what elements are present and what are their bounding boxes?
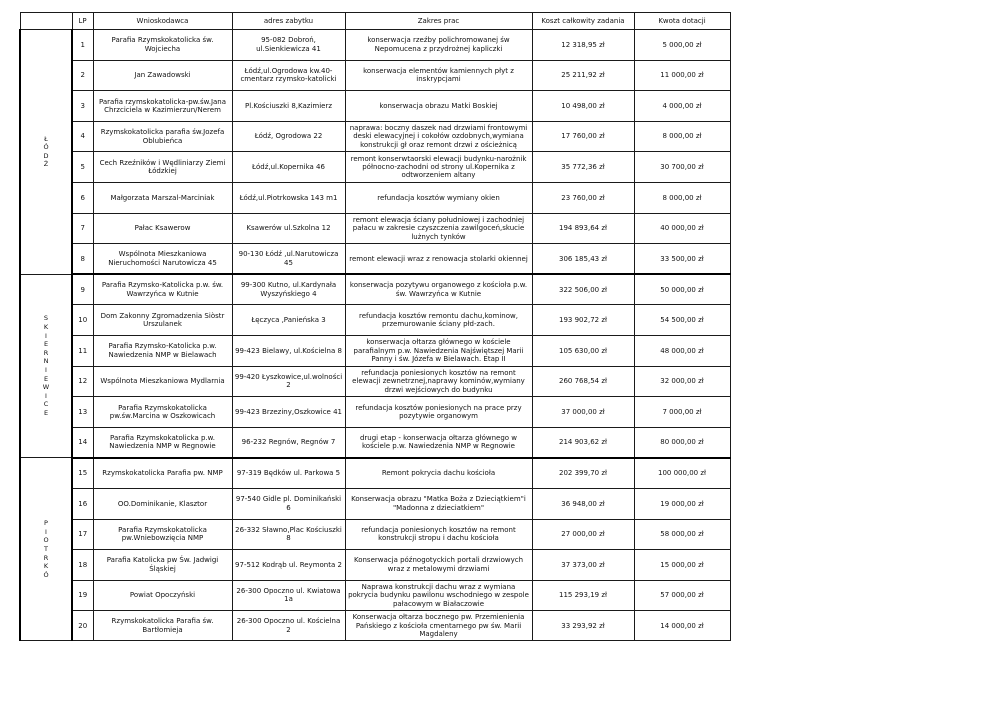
row-address: Ksawerów ul.Szkolna 12 bbox=[232, 213, 345, 244]
row-total-cost: 105 630,00 zł bbox=[532, 335, 634, 366]
row-applicant: Rzymskokatolicka Parafia pw. NMP bbox=[93, 458, 232, 489]
table-row bbox=[20, 397, 730, 428]
row-grant-amount: 4 000,00 zł bbox=[634, 91, 730, 122]
row-applicant: Cech Rzeźników i Wędliniarzy Ziemi Łódzkiej bbox=[93, 152, 232, 183]
table-row bbox=[20, 152, 730, 183]
row-lp: 18 bbox=[72, 550, 93, 581]
row-lp: 5 bbox=[72, 152, 93, 183]
row-scope: konserwacja obrazu Matki Boskiej bbox=[345, 91, 532, 122]
row-grant-amount: 15 000,00 zł bbox=[634, 550, 730, 581]
row-applicant: Rzymskokatolicka Parafia św. Bartłomieja bbox=[93, 611, 232, 641]
row-lp: 13 bbox=[72, 397, 93, 428]
row-address: 97-512 Kodrąb ul. Reymonta 2 bbox=[232, 550, 345, 581]
row-applicant: Parafia Rzymsko-Katolicka p.w. Nawiedzenia NMP w Bielawach bbox=[93, 335, 232, 366]
region-letter: C bbox=[43, 400, 49, 409]
row-applicant: Parafia Rzymskokatolicka pw.Wniebowzięcia NMP bbox=[93, 519, 232, 550]
row-scope: drugi etap - konserwacja ołtarza głównego w kościele p.w. Nawiedzenia NMP w Regnowie bbox=[345, 427, 532, 458]
region-letter: Ó bbox=[43, 570, 49, 579]
grant-table bbox=[19, 12, 731, 641]
row-applicant: Parafia Rzymskokatolicka p.w. Nawiedzenia NMP w Regnowie bbox=[93, 427, 232, 458]
table-row bbox=[20, 30, 730, 61]
region-header bbox=[20, 13, 72, 30]
row-lp: 11 bbox=[72, 335, 93, 366]
row-applicant: Małgorzata Marszal-Marciniak bbox=[93, 182, 232, 213]
region-label bbox=[20, 30, 72, 275]
row-scope: refundacja kosztów remontu dachu,kominow, przemurowanie ściany płd-zach. bbox=[345, 305, 532, 336]
row-scope: remont elewacja ściany południowej i zachodniej pałacu w zakresie czyszczenia zawilgoceń,skucie lużnych tynków bbox=[345, 213, 532, 244]
row-address: 26-300 Opoczno ul. Kwiatowa 1a bbox=[232, 580, 345, 611]
row-address: 90-130 Łódź ,ul.Narutowicza 45 bbox=[232, 244, 345, 275]
row-total-cost: 322 506,00 zł bbox=[532, 274, 634, 305]
row-applicant: Rzymskokatolicka parafia św.Jozefa Oblubieńca bbox=[93, 121, 232, 152]
region-letter: P bbox=[44, 519, 48, 528]
row-grant-amount: 8 000,00 zł bbox=[634, 121, 730, 152]
row-applicant: Powiat Opoczyński bbox=[93, 580, 232, 611]
row-lp: 12 bbox=[72, 366, 93, 397]
header-scope: Zakres prac bbox=[345, 13, 532, 30]
row-total-cost: 25 211,92 zł bbox=[532, 60, 634, 91]
header-row bbox=[20, 13, 730, 30]
region-letter: E bbox=[43, 409, 49, 417]
row-address: 97-540 Gidle pl. Dominikański 6 bbox=[232, 488, 345, 519]
row-applicant: Parafia Rzymskokatolicka pw.św.Marcina w Oszkowicach bbox=[93, 397, 232, 428]
row-address: 96-232 Regnów, Regnów 7 bbox=[232, 427, 345, 458]
row-scope: konserwacja rzeźby polichromowanej św Nepomucena z przydrożnej kapliczki bbox=[345, 30, 532, 61]
row-total-cost: 23 760,00 zł bbox=[532, 182, 634, 213]
header-grant-amount: Kwota dotacji bbox=[634, 13, 730, 30]
row-lp: 3 bbox=[72, 91, 93, 122]
row-grant-amount: 58 000,00 zł bbox=[634, 519, 730, 550]
row-grant-amount: 54 500,00 zł bbox=[634, 305, 730, 336]
row-lp: 6 bbox=[72, 182, 93, 213]
row-address: 26-332 Sławno,Plac Kościuszki 8 bbox=[232, 519, 345, 550]
row-lp: 17 bbox=[72, 519, 93, 550]
table-row bbox=[20, 458, 730, 489]
region-letter: I bbox=[45, 391, 47, 400]
row-scope: naprawa: boczny daszek nad drzwiami frontowymi deski elewacyjnej i cokołów ozdobnych,wymiana konstrukcji gł oraz remont drzwi z ościeżnicą bbox=[345, 121, 532, 152]
row-address: Łódź, Ogrodowa 22 bbox=[232, 121, 345, 152]
row-lp: 4 bbox=[72, 121, 93, 152]
table-row bbox=[20, 91, 730, 122]
table-row bbox=[20, 305, 730, 336]
row-scope: refundacja kosztów poniesionych na prace przy pozytywie organowym bbox=[345, 397, 532, 428]
region-label bbox=[20, 274, 72, 458]
region-letter: Ó bbox=[43, 143, 49, 152]
row-address: Łęczyca ,Panieńska 3 bbox=[232, 305, 345, 336]
region-letter: Ź bbox=[43, 160, 49, 169]
table-row bbox=[20, 244, 730, 275]
row-address: Łódź,ul.Ogrodowa kw.40-cmentarz rzymsko-katolicki bbox=[232, 60, 345, 91]
table-row bbox=[20, 580, 730, 611]
header-address: adres zabytku bbox=[232, 13, 345, 30]
row-lp: 10 bbox=[72, 305, 93, 336]
table-row bbox=[20, 182, 730, 213]
row-total-cost: 27 000,00 zł bbox=[532, 519, 634, 550]
table-row bbox=[20, 611, 730, 641]
row-grant-amount: 14 000,00 zł bbox=[634, 611, 730, 641]
row-address: 99-423 Bielawy, ul.Kościelna 8 bbox=[232, 335, 345, 366]
row-grant-amount: 19 000,00 zł bbox=[634, 488, 730, 519]
row-grant-amount: 48 000,00 zł bbox=[634, 335, 730, 366]
header-total-cost: Koszt całkowity zadania bbox=[532, 13, 634, 30]
row-total-cost: 37 000,00 zł bbox=[532, 397, 634, 428]
row-grant-amount: 5 000,00 zł bbox=[634, 30, 730, 61]
row-applicant: Dom Zakonny Zgromadzenia Siòstr Urszulanek bbox=[93, 305, 232, 336]
row-scope: konserwacja ołtarza głównego w kościele parafialnym p.w. Nawiedzenia Najświętszej Marii Panny i św. Józefa w Bielawach. Etap II bbox=[345, 335, 532, 366]
row-total-cost: 194 893,64 zł bbox=[532, 213, 634, 244]
table-row bbox=[20, 427, 730, 458]
row-scope: Remont pokrycia dachu kościoła bbox=[345, 458, 532, 489]
row-scope: Naprawa konstrukcji dachu wraz z wymiana pokrycia budynku pawilonu wschodniego w zespole pałacowym w Białaczowie bbox=[345, 580, 532, 611]
row-applicant: Parafia rzymskokatolicka-pw.św.Jana Chrzciciela w Kazimierzun/Nerem bbox=[93, 91, 232, 122]
row-grant-amount: 50 000,00 zł bbox=[634, 274, 730, 305]
row-address: 99-300 Kutno, ul.Kardynała Wyszyńskiego 4 bbox=[232, 274, 345, 305]
row-grant-amount: 57 000,00 zł bbox=[634, 580, 730, 611]
row-applicant: Parafia Katolicka pw Św. Jadwigi Śląskiej bbox=[93, 550, 232, 581]
row-total-cost: 37 373,00 zł bbox=[532, 550, 634, 581]
row-scope: konserwacja pozytywu organowego z kościoła p.w. św. Wawrzyńca w Kutnie bbox=[345, 274, 532, 305]
table-row bbox=[20, 488, 730, 519]
row-applicant: Wspólnota Mieszkaniowa Mydlarnia bbox=[93, 366, 232, 397]
row-address: 99-420 Łyszkowice,ul.wolności 2 bbox=[232, 366, 345, 397]
region-letter: W bbox=[42, 383, 50, 392]
row-lp: 8 bbox=[72, 244, 93, 275]
row-applicant: Parafia Rzymsko-Katolicka p.w. św. Wawrzyńca w Kutnie bbox=[93, 274, 232, 305]
row-total-cost: 214 903,62 zł bbox=[532, 427, 634, 458]
row-applicant: Parafia Rzymskokatolicka św. Wojciecha bbox=[93, 30, 232, 61]
row-total-cost: 33 293,92 zł bbox=[532, 611, 634, 641]
row-applicant: OO.Dominikanie, Klasztor bbox=[93, 488, 232, 519]
row-total-cost: 17 760,00 zł bbox=[532, 121, 634, 152]
row-lp: 1 bbox=[72, 30, 93, 61]
row-lp: 16 bbox=[72, 488, 93, 519]
header-lp: LP bbox=[72, 13, 93, 30]
region-letter: D bbox=[43, 151, 49, 160]
row-scope: remont elewacji wraz z renowacja stolarki okiennej bbox=[345, 244, 532, 275]
region-letter: I bbox=[45, 366, 47, 375]
row-total-cost: 260 768,54 zł bbox=[532, 366, 634, 397]
row-scope: remont konserwtaorski elewacji budynku-narożnik północno-zachodni od strony ul.Kopernika z odtworzeniem altany bbox=[345, 152, 532, 183]
region-letter: N bbox=[43, 357, 49, 366]
row-applicant: Jan Zawadowski bbox=[93, 60, 232, 91]
row-scope: refundacja poniesionych kosztów na remont elewacji zewnetrznej,naprawy kominów,wymiany drzwi wejściowych do budynku bbox=[345, 366, 532, 397]
row-lp: 7 bbox=[72, 213, 93, 244]
region-letter: T bbox=[44, 545, 48, 553]
region-letter: R bbox=[43, 348, 49, 357]
row-grant-amount: 40 000,00 zł bbox=[634, 213, 730, 244]
row-applicant: Wspólnota Mieszkaniowa Nieruchomości Narutowicza 45 bbox=[93, 244, 232, 275]
row-address: 97-319 Będków ul. Parkowa 5 bbox=[232, 458, 345, 489]
row-lp: 20 bbox=[72, 611, 93, 641]
row-total-cost: 202 399,70 zł bbox=[532, 458, 634, 489]
region-label bbox=[20, 458, 72, 641]
row-scope: Konserwacja późnogotyckich portali drzwiowych wraz z metalowymi drzwiami bbox=[345, 550, 532, 581]
row-grant-amount: 33 500,00 zł bbox=[634, 244, 730, 275]
row-address: 26-300 Opoczno ul. Kościelna 2 bbox=[232, 611, 345, 641]
row-grant-amount: 30 700,00 zł bbox=[634, 152, 730, 183]
table-row bbox=[20, 213, 730, 244]
row-scope: refundacja poniesionych kosztów na remont konstrukcji stropu i dachu kościoła bbox=[345, 519, 532, 550]
row-total-cost: 306 185,43 zł bbox=[532, 244, 634, 275]
region-letter: O bbox=[43, 536, 49, 545]
row-grant-amount: 8 000,00 zł bbox=[634, 182, 730, 213]
row-total-cost: 10 498,00 zł bbox=[532, 91, 634, 122]
table-row bbox=[20, 335, 730, 366]
row-lp: 9 bbox=[72, 274, 93, 305]
table-row bbox=[20, 519, 730, 550]
header-applicant: Wnioskodawca bbox=[93, 13, 232, 30]
table-row bbox=[20, 274, 730, 305]
row-scope: Konserwacja ołtarza bocznego pw. Przemienienia Pańskiego z kościoła cmentarnego pw św. Marii Magdaleny bbox=[345, 611, 532, 641]
row-grant-amount: 11 000,00 zł bbox=[634, 60, 730, 91]
row-lp: 14 bbox=[72, 427, 93, 458]
table-row bbox=[20, 60, 730, 91]
table-row bbox=[20, 366, 730, 397]
row-lp: 2 bbox=[72, 60, 93, 91]
row-total-cost: 35 772,36 zł bbox=[532, 152, 634, 183]
table-body bbox=[20, 30, 730, 641]
region-letter: I bbox=[45, 331, 47, 340]
row-applicant: Pałac Ksawerow bbox=[93, 213, 232, 244]
region-letter: S bbox=[43, 314, 49, 323]
row-address: Pl.Kościuszki 8,Kazimierz bbox=[232, 91, 345, 122]
table-row bbox=[20, 550, 730, 581]
row-total-cost: 115 293,19 zł bbox=[532, 580, 634, 611]
row-scope: Konserwacja obrazu "Matka Boża z Dzieciątkiem"i "Madonna z dzieciatkiem" bbox=[345, 488, 532, 519]
row-grant-amount: 80 000,00 zł bbox=[634, 427, 730, 458]
region-letter: E bbox=[43, 374, 49, 383]
region-letter: K bbox=[43, 562, 49, 571]
row-address: 99-423 Brzeziny,Oszkowice 41 bbox=[232, 397, 345, 428]
row-scope: refundacja kosztów wymiany okien bbox=[345, 182, 532, 213]
region-letter: R bbox=[43, 553, 49, 562]
region-letter: Ł bbox=[44, 134, 48, 143]
row-lp: 15 bbox=[72, 458, 93, 489]
row-address: Łódź,ul.Kopernika 46 bbox=[232, 152, 345, 183]
region-letter: K bbox=[43, 323, 49, 332]
row-grant-amount: 32 000,00 zł bbox=[634, 366, 730, 397]
region-letter: I bbox=[45, 527, 47, 536]
row-total-cost: 193 902,72 zł bbox=[532, 305, 634, 336]
row-total-cost: 36 948,00 zł bbox=[532, 488, 634, 519]
row-total-cost: 12 318,95 zł bbox=[532, 30, 634, 61]
row-grant-amount: 7 000,00 zł bbox=[634, 397, 730, 428]
table-row bbox=[20, 121, 730, 152]
row-scope: konserwacja elementów kamiennych płyt z inskrypcjami bbox=[345, 60, 532, 91]
row-lp: 19 bbox=[72, 580, 93, 611]
row-address: Łódź,ul.Piotrkowska 143 m1 bbox=[232, 182, 345, 213]
row-address: 95-082 Dobroń, ul.Sienkiewicza 41 bbox=[232, 30, 345, 61]
row-grant-amount: 100 000,00 zł bbox=[634, 458, 730, 489]
region-letter: E bbox=[43, 340, 49, 349]
